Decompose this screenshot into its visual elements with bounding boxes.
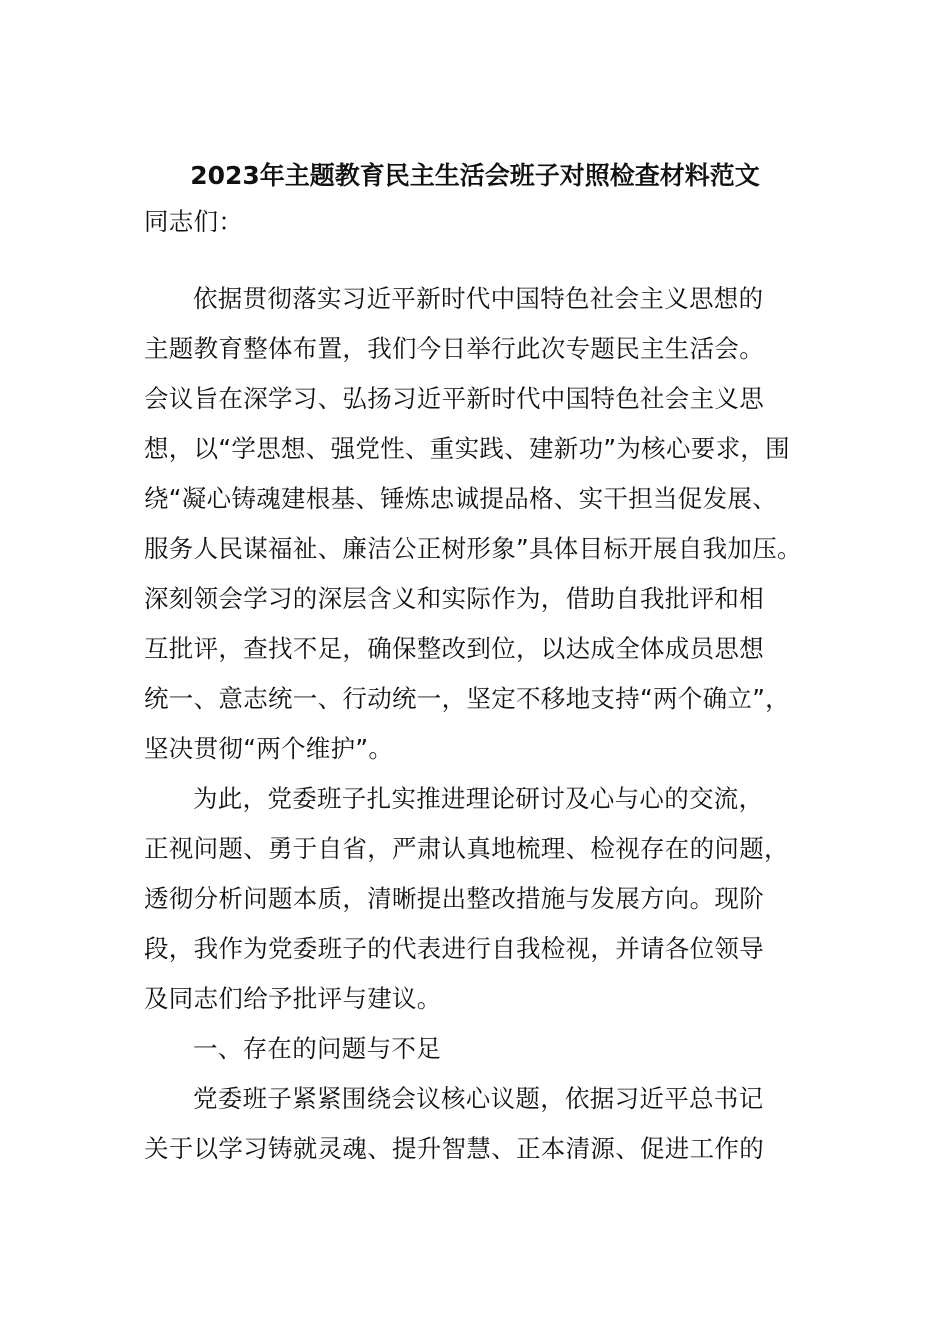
paragraph-line: 服务人民谋福祉、廉洁公正树形象”具体目标开展自我加压。 bbox=[144, 534, 802, 563]
paragraph-line: 统一、意志统一、行动统一，坚定不移地支持“两个确立”， bbox=[144, 684, 790, 713]
document-title: 2023年主题教育民主生活会班子对照检查材料范文 bbox=[190, 161, 760, 190]
paragraph-line: 关于以学习铸就灵魂、提升智慧、正本清源、促进工作的 bbox=[144, 1134, 764, 1163]
paragraph-line: 正视问题、勇于自省，严肃认真地梳理、检视存在的问题， bbox=[144, 834, 789, 863]
salutation: 同志们： bbox=[144, 207, 244, 236]
paragraph-line: 透彻分析问题本质，清晰提出整改措施与发展方向。现阶 bbox=[144, 884, 764, 913]
paragraph-line: 互批评，查找不足，确保整改到位，以达成全体成员思想 bbox=[144, 634, 764, 663]
paragraph-line: 党委班子紧紧围绕会议核心议题，依据习近平总书记 bbox=[193, 1084, 764, 1113]
paragraph-line: 想，以“学思想、强党性、重实践、建新功”为核心要求，围 bbox=[144, 434, 790, 463]
paragraph-line: 及同志们给予批评与建议。 bbox=[144, 984, 442, 1013]
paragraph-line: 依据贯彻落实习近平新时代中国特色社会主义思想的 bbox=[193, 284, 764, 313]
paragraph-line: 坚决贯彻“两个维护”。 bbox=[144, 734, 394, 763]
paragraph-line: 绕“凝心铸魂建根基、锤炼忠诚提品格、实干担当促发展、 bbox=[144, 484, 777, 513]
section-heading: 一、存在的问题与不足 bbox=[193, 1034, 441, 1063]
paragraph-line: 主题教育整体布置，我们今日举行此次专题民主生活会。 bbox=[144, 334, 764, 363]
paragraph-line: 深刻领会学习的深层含义和实际作为，借助自我批评和相 bbox=[144, 584, 764, 613]
paragraph-line: 为此，党委班子扎实推进理论研讨及心与心的交流， bbox=[193, 784, 764, 813]
paragraph-line: 会议旨在深学习、弘扬习近平新时代中国特色社会主义思 bbox=[144, 384, 764, 413]
paragraph-line: 段，我作为党委班子的代表进行自我检视，并请各位领导 bbox=[144, 934, 764, 963]
